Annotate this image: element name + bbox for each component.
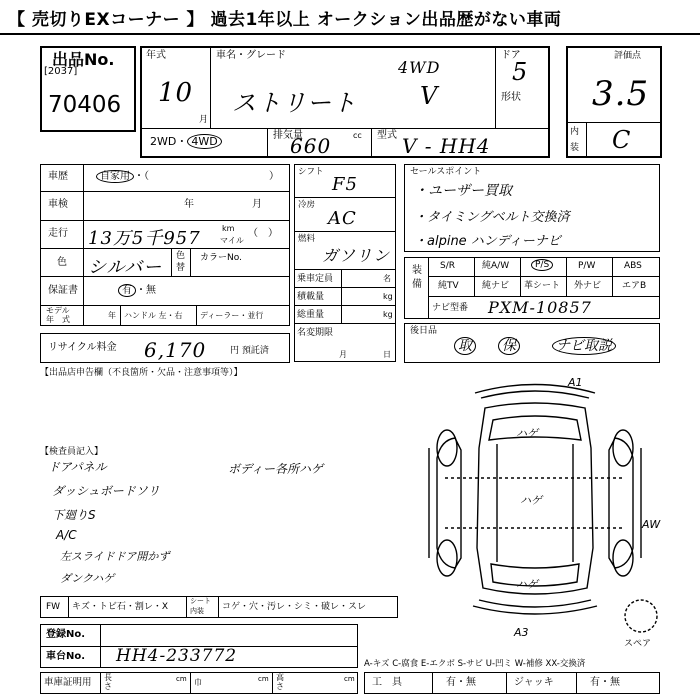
mileage-paren: （ ） bbox=[248, 228, 278, 239]
drive-2wd: 2WD・ 4WD bbox=[150, 135, 222, 149]
repaint-label-2: 替 bbox=[176, 263, 186, 273]
dealer-type: ディーラー・並行 bbox=[200, 311, 264, 320]
mileage-unit-km: km bbox=[222, 224, 235, 233]
color-value: シルバー bbox=[88, 257, 163, 278]
load-unit: kg bbox=[383, 292, 393, 301]
cert-label: 車庫証明用 bbox=[44, 677, 92, 688]
accessory-1: 取 bbox=[454, 335, 476, 355]
model-label: 型式 bbox=[377, 130, 397, 141]
equip-ps bbox=[531, 259, 553, 271]
fw-label: FW bbox=[46, 602, 61, 612]
diagram-mark-a3: A3 bbox=[514, 626, 529, 639]
ac-value: AC bbox=[328, 208, 357, 229]
drive-4wd-selected: 4WD bbox=[187, 134, 221, 149]
equip-pw: P/W bbox=[578, 261, 596, 271]
header-title: 【 売切りEXコーナー 】 過去1年以上 オークション出品歴がない車両 bbox=[8, 10, 562, 30]
fw-items: キズ・トビ石・割レ・X bbox=[72, 602, 168, 612]
accessories-box bbox=[404, 323, 660, 363]
inspector-note-2: ダッシュボードソリ bbox=[52, 484, 160, 498]
inspector-right-note: ボディー各所ハゲ bbox=[228, 462, 324, 476]
lot-sub-code: [2037] bbox=[44, 66, 78, 77]
warranty-options: 有 ・無 bbox=[118, 285, 156, 297]
equip-ext-navi: 外ナビ bbox=[574, 281, 602, 291]
inspector-note-4: A/C bbox=[56, 528, 77, 542]
inspector-note-6: ダンクハゲ bbox=[60, 572, 115, 585]
mileage-label: 走行 bbox=[48, 228, 68, 239]
seat-label-2: 内装 bbox=[190, 607, 204, 615]
warranty-no: 無 bbox=[146, 285, 156, 296]
model-year-unit: 年 bbox=[108, 311, 116, 320]
load-label: 積載量 bbox=[297, 292, 325, 302]
history-label: 車歴 bbox=[48, 171, 68, 182]
sales-point-3: ・alpine ハンディーナビ bbox=[414, 234, 561, 249]
sales-point-2: ・タイミングベルト交換済 bbox=[414, 210, 570, 225]
drive-2wd-label: 2WD bbox=[150, 135, 177, 148]
cert-length-1: 長 bbox=[104, 673, 112, 682]
shift-label: シフト bbox=[298, 167, 324, 177]
accessory-2: 保 bbox=[498, 335, 520, 355]
cert-width-cm: cm bbox=[258, 675, 269, 683]
fuel-value: ガソリン bbox=[322, 246, 391, 265]
equipment-label: 装備 bbox=[412, 265, 422, 290]
color-label: 色 bbox=[57, 257, 67, 268]
recycle-unit: 円 預託済 bbox=[230, 346, 269, 356]
name-change-day: 日 bbox=[383, 350, 391, 359]
repaint-label-1: 色 bbox=[176, 251, 186, 261]
inspection-month-unit: 月 bbox=[252, 199, 262, 210]
year-value: 10 bbox=[158, 78, 194, 108]
equip-tv: 純TV bbox=[438, 281, 459, 291]
cert-length-cm: cm bbox=[176, 675, 187, 683]
lot-number: 70406 bbox=[48, 92, 122, 118]
sales-points-label: セールスポイント bbox=[410, 167, 482, 177]
equip-navi: 純ナビ bbox=[482, 281, 510, 291]
ac-label: 冷房 bbox=[298, 200, 316, 210]
displacement-value: 660 bbox=[290, 134, 332, 158]
jack-value: 有・無 bbox=[590, 677, 620, 688]
displacement-label: 排気量 bbox=[273, 130, 303, 141]
displacement-unit: cc bbox=[353, 131, 362, 140]
grade-value: V bbox=[420, 82, 439, 110]
history-value bbox=[96, 171, 279, 183]
registration-label: 登録No. bbox=[46, 629, 86, 640]
handle-side: ハンドル 左・右 bbox=[124, 311, 183, 320]
lot-label: 出品No. bbox=[52, 50, 115, 69]
doors-value: 5 bbox=[512, 58, 529, 86]
diagram-mark-aw-1: AW bbox=[642, 518, 661, 531]
rating-value: 3.5 bbox=[592, 74, 650, 114]
spare-label: スペア bbox=[624, 639, 652, 649]
interior-value: C bbox=[612, 126, 632, 154]
accessories-label: 後日品 bbox=[410, 326, 438, 336]
jack-label: ジャッキ bbox=[514, 677, 554, 688]
equip-abs: ABS bbox=[624, 261, 642, 271]
recycle-value: 6,170 bbox=[144, 338, 207, 362]
rating-label: 評価点 bbox=[614, 51, 642, 61]
year-label: 年式 bbox=[146, 50, 166, 61]
warranty-yes-selected: 有 bbox=[118, 284, 136, 297]
fuel-label: 燃料 bbox=[298, 234, 316, 244]
shift-value: F5 bbox=[332, 174, 358, 195]
name-label: 車名・グレード bbox=[216, 50, 286, 61]
grade-extra: 4WD bbox=[398, 58, 441, 77]
equip-leather: 革シート bbox=[524, 281, 561, 291]
inspector-note-5: 左スライドドア開かず bbox=[60, 550, 170, 563]
cert-height-cm: cm bbox=[344, 675, 355, 683]
tools-value: 有・無 bbox=[446, 677, 476, 688]
equip-airbag: エアB bbox=[622, 281, 647, 291]
equip-ps-selected: P/S bbox=[531, 259, 553, 271]
capacity-label: 乗車定員 bbox=[297, 274, 334, 284]
month-mark: 月 bbox=[199, 115, 209, 125]
mileage-value: 13万5千957 bbox=[88, 228, 201, 249]
shape-label: 形状 bbox=[501, 92, 521, 103]
model-value: V - HH4 bbox=[402, 134, 491, 158]
equip-sr: S/R bbox=[440, 261, 455, 271]
chassis-value: HH4-233772 bbox=[116, 646, 238, 666]
sales-point-1: ・ユーザー買取 bbox=[414, 183, 512, 199]
diagram-mark-a1: A1 bbox=[568, 376, 583, 389]
name-change-label: 名変期限 bbox=[297, 328, 334, 338]
cert-width: 巾 bbox=[194, 678, 202, 687]
inspector-label: 【検査員記入】 bbox=[40, 447, 104, 457]
diagram-mark-hage-3: ハゲ bbox=[516, 578, 538, 591]
cert-length-2: さ bbox=[104, 682, 112, 691]
mileage-unit-mile: マイル bbox=[220, 236, 244, 245]
accessory-3: ナビ取説 bbox=[552, 335, 616, 355]
inspector-note-1: ドアパネル bbox=[48, 460, 107, 474]
weight-unit: kg bbox=[383, 310, 393, 319]
vehicle-name: ストリート bbox=[232, 89, 357, 117]
capacity-unit: 名 bbox=[383, 274, 391, 283]
warranty-label: 保証書 bbox=[48, 285, 78, 296]
history-private-selected: 自家用 bbox=[96, 170, 134, 183]
cert-height-2: さ bbox=[276, 682, 284, 691]
weight-label: 総重量 bbox=[297, 310, 325, 320]
history-rest: ・（ ） bbox=[134, 171, 279, 182]
navi-model-value: PXM-10857 bbox=[488, 298, 592, 317]
recycle-label: リサイクル料金 bbox=[48, 342, 117, 353]
exhibitor-label: 【出品店申告欄（不良箇所・欠品・注意事項等）】 bbox=[40, 368, 243, 378]
model-year-label-1: モデル bbox=[46, 306, 70, 315]
diagram-mark-hage-1: ハゲ bbox=[516, 427, 538, 440]
tools-label: 工 具 bbox=[372, 677, 402, 688]
cert-height-1: 高 bbox=[276, 673, 284, 682]
damage-legend: A-キズ C-腐食 E-エクボ S-サビ U-凹ミ W-補修 XX-交換済 bbox=[364, 659, 586, 669]
interior-label-1: 内 bbox=[570, 127, 580, 137]
equip-aw: 純A/W bbox=[482, 261, 510, 271]
inspector-note-3: 下廻りS bbox=[52, 508, 96, 522]
diagram-mark-hage-2: ハゲ bbox=[520, 494, 542, 507]
seat-items: コゲ・穴・汚レ・シミ・破レ・スレ bbox=[222, 602, 367, 612]
model-year-label-2: 年 式 bbox=[46, 315, 70, 324]
inspection-year-unit: 年 bbox=[184, 199, 194, 210]
interior-label-2: 装 bbox=[570, 143, 580, 153]
navi-model-label: ナビ型番 bbox=[432, 303, 469, 313]
seat-label-1: シート bbox=[190, 597, 211, 605]
doors-label: ドア bbox=[501, 50, 521, 61]
chassis-label: 車台No. bbox=[46, 651, 86, 662]
inspection-label: 車検 bbox=[48, 199, 68, 210]
color-number-label: カラーNo. bbox=[200, 253, 242, 263]
name-change-month: 月 bbox=[339, 350, 347, 359]
